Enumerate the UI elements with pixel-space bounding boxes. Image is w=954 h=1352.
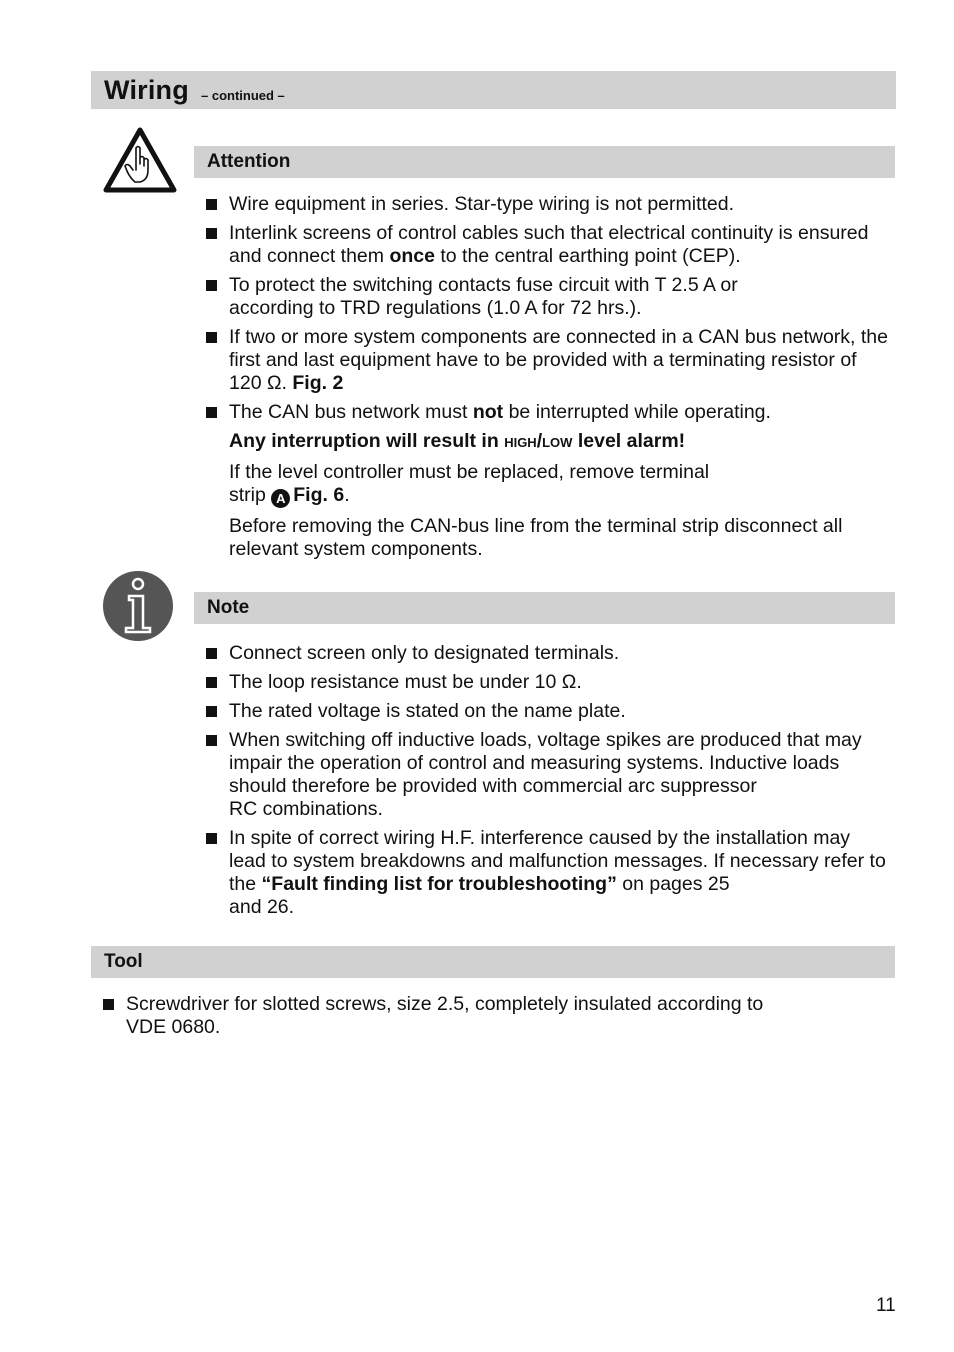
attention-content xyxy=(206,193,891,568)
tool-content xyxy=(103,993,893,1045)
list-item: When switching off inductive loads, voltage spikes are produced that may impair the operation of control and measuring systems. Inductive loads should therefore be provided with commercial arc suppressor RC combinations. xyxy=(206,729,869,821)
bullet-square-icon xyxy=(206,228,217,239)
replace-instruction: If the level controller must be replaced, remove terminal strip A Fig. 6. xyxy=(229,461,710,506)
warning-hand-icon xyxy=(102,126,178,199)
tool-heading-bar xyxy=(91,946,895,978)
info-icon xyxy=(102,570,174,647)
note-heading-bar xyxy=(194,592,895,624)
bullet-square-icon xyxy=(206,199,217,210)
list-item: Interlink screens of control cables such that electrical continuity is ensured and connect them once to the central earthing point (CEP). xyxy=(206,222,891,268)
attention-heading: Attention xyxy=(207,151,291,172)
list-item: Screwdriver for slotted screws, size 2.5, completely insulated according to VDE 0680. xyxy=(103,993,893,1039)
list-item: The rated voltage is stated on the name plate. xyxy=(206,700,891,723)
alarm-warning: Any interruption will result in HIGH/LOW level alarm! xyxy=(229,430,686,452)
note-content xyxy=(206,642,891,925)
tool-heading: Tool xyxy=(104,951,143,972)
page-subtitle: – continued – xyxy=(201,88,285,103)
list-item: In spite of correct wiring H.F. interference caused by the installation may lead to system breakdowns and malfunction messages. If necessary refer to the “Fault finding list for troubleshooting” on pages 25 and 26. xyxy=(206,827,891,919)
title-bar xyxy=(91,71,896,109)
list-item: Connect screen only to designated terminals. xyxy=(206,642,891,665)
bullet-square-icon xyxy=(206,407,217,418)
attention-heading-bar xyxy=(194,146,895,178)
list-item: The CAN bus network must not be interrupted while operating. xyxy=(206,401,891,424)
note-heading: Note xyxy=(207,597,250,618)
circled-a-marker-icon: A xyxy=(271,489,290,508)
list-item: The loop resistance must be under 10 Ω. xyxy=(206,671,891,694)
list-item: Wire equipment in series. Star-type wiring is not permitted. xyxy=(206,193,891,216)
before-removing-instruction: Before removing the CAN-bus line from the terminal strip disconnect all relevant system components. xyxy=(229,515,843,560)
bullet-square-icon xyxy=(206,332,217,343)
bullet-square-icon xyxy=(206,706,217,717)
list-item: To protect the switching contacts fuse circuit with T 2.5 A or according to TRD regulations (1.0 A for 72 hrs.). xyxy=(206,274,891,320)
list-item: If two or more system components are connected in a CAN bus network, the first and last equipment have to be provided with a terminating resistor of 120 Ω. Fig. 2 xyxy=(206,326,891,395)
page-title: Wiring xyxy=(104,75,189,105)
bullet-square-icon xyxy=(206,280,217,291)
page-number: 11 xyxy=(876,1295,896,1316)
bullet-square-icon xyxy=(103,999,114,1010)
bullet-square-icon xyxy=(206,833,217,844)
bullet-square-icon xyxy=(206,648,217,659)
bullet-square-icon xyxy=(206,735,217,746)
bullet-square-icon xyxy=(206,677,217,688)
